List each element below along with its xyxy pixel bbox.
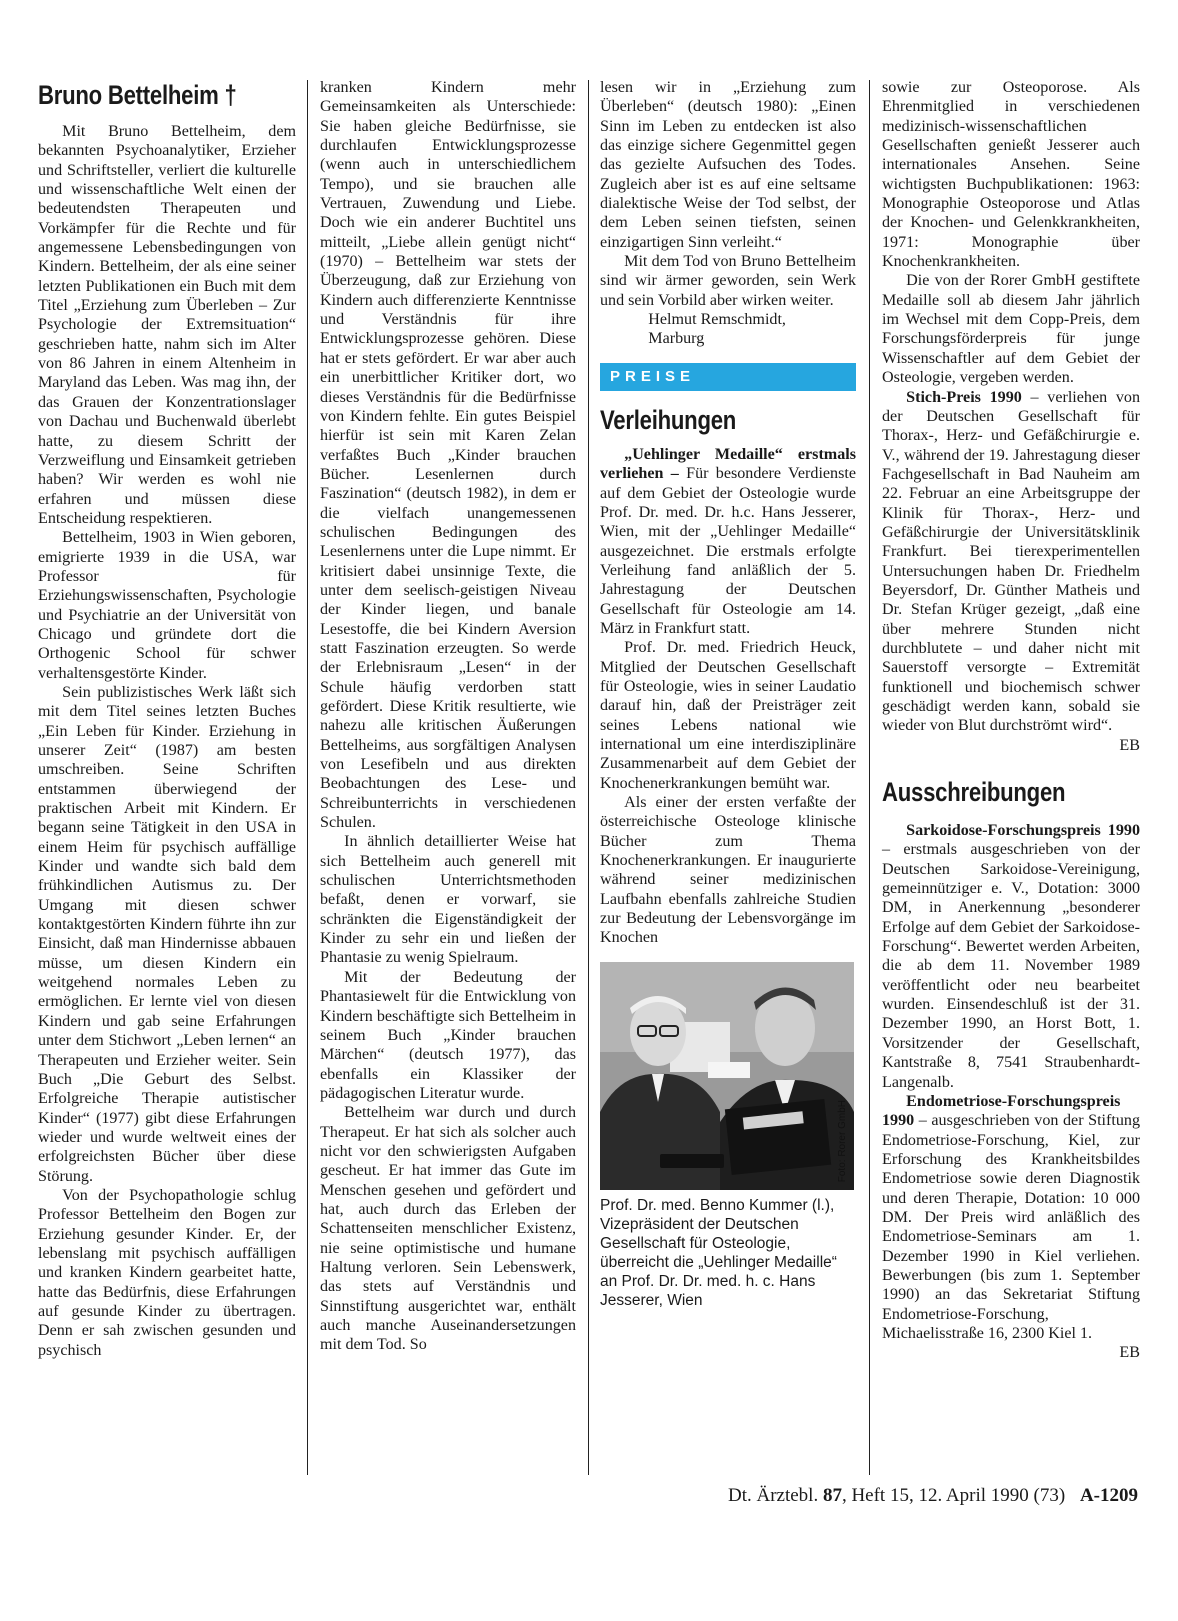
paragraph: Mit dem Tod von Bruno Bettelheim sind wir ärmer geworden, sein Werk und sein Vorbild aber wirken weiter. (600, 253, 856, 309)
paragraph (882, 388, 1140, 736)
section-title: Verleihungen (600, 404, 737, 435)
paragraph: Von der Psychopathologie schlug Professor Bettelheim den Bogen zur Erziehung gesunder Kinder. Er, der lebenslang mit psychisch auffälligen und kranken Kindern gearbeitet hatte, hatte das Bedürfnis, diese Erfahrungen auf gesunde Kinder zu übertragen. Denn er sah zwischen gesunden und psychisch (38, 1186, 296, 1359)
initials-line (882, 1343, 1140, 1362)
paragraph: Mit der Bedeutung der Phantasiewelt für die Entwicklung von Kindern beschäftigte sich Bettelheim in seinem Buch „Kinder brauchen Märchen“ (deutsch 1977), das ebenfalls ein Klassiker der pädagogischen Literatur wurde. (320, 968, 576, 1102)
photo-caption: Prof. Dr. med. Benno Kummer (l.), Vizepräsident der Deutschen Gesellschaft für Osteologie, überreicht die „Uehlinger Medaille“ an Prof. Dr. Dr. med. h. c. Hans Jesserer, Wien (600, 1196, 837, 1309)
paragraph: Bettelheim, 1903 in Wien geboren, emigrierte 1939 in die USA, war Professor für Erziehungswissenschaften, Psychologie und Psychiatrie an der Universität von Chicago und gründete dort die Orthogenic School für schwer verhaltensgestörte Kinder. (38, 529, 296, 682)
paragraph: kranken Kindern mehr Gemeinsamkeiten als Unterschiede: Sie haben gleiche Bedürfnisse, sie durchlaufen Entwicklungsprozesse (wenn auch in unterschiedlichem Tempo), und sie brauchen alle Vertrauen, Zuwendung und Liebe. Doch wie ein anderer Buchtitel uns mitteilt, „Liebe allein genügt nicht“ (1970) – Bettelheim war stets der Überzeugung, daß zur Erziehung von Kindern auch differenzierte Kenntnisse und Verständnis für ihre Entwicklungsprozesse gehören. Diese hat er stets gefördert. Er war aber auch ein unerbittlicher Kritiker dort, wo dieses Verständnis für die Bedürfnisse von Kindern fehlte. Ein gutes Beispiel hierfür ist sein mit Karen Zelan verfaßtes Buch „Kinder brauchen Bücher. Lesenlernen durch Faszination“ (deutsch 1982), in dem er die vielfach unangemessenen schulischen Bedingungen des Lesenlernens unter die Lupe nimmt. Er kritisiert dabei unsinnige Texte, die unter dem seelisch-geistigen Niveau der Kinder liegen, und banale Lesestoffe, die bei Kindern Aversion statt Faszination erzeugten. So werde der Erlebnisraum „Lesen“ in der Schule häufig verdorben statt gefördert. Diese Kritik resultierte, wie nahezu alle kritischen Äußerungen Bettelheims, aus sorgfältigen Analysen von Lesefibeln und aus direkten Beobachtungen des Lese- und Schreibunterrichts in verschiedenen Schulen. (320, 79, 576, 832)
award-photo (600, 962, 854, 1190)
column-2 (320, 78, 576, 1355)
photo-illustration (600, 962, 854, 1190)
page-number: A-1209 (1079, 1485, 1138, 1506)
paragraph: Mit Bruno Bettelheim, dem bekannten Psychoanalytiker, Erzieher und Schriftsteller, verliert die kulturelle und wissenschaftliche Welt einen der bedeutendsten Therapeuten und Vorkämpfer für die Rechte und für angemessene Lebensbedingungen von Kindern. Bettelheim, der als eine seiner letzten Publikationen ein Buch mit dem Titel „Erziehung zum Überleben – Zur Psychologie der Extremsituation“ geschrieben hatte, nahm sich im Alter von 86 Jahren in einem Altenheim in Maryland das Leben. Was mag ihn, der das Grauen der Konzentrationslager von Dachau und Buchenwald überlebt hatte, zu diesem Schritt der Verzweiflung und Einsamkeit getrieben haben? Wir werden es wohl nie erfahren und müssen diese Entscheidung respektieren. (38, 123, 296, 527)
paragraph (600, 445, 856, 638)
volume-number: 87 (822, 1485, 842, 1506)
author-name: Helmut Remschmidt, (648, 311, 786, 329)
paragraph (882, 821, 1140, 1092)
column-rule (869, 80, 870, 1475)
sarkoidose-text: – erstmals ausgeschrieben von der Deutschen Sarkoidose-Vereinigung, gemeinnütziger e. V., Dotation: 3000 DM, in Anerkennung „besonderer Erfolge auf dem Gebiet der Sarkoidose-Forschung“. Bewertet werden Arbeiten, die ab dem 11. November 1989 veröffentlicht oder neu bearbeitet wurden. Einsendeschluß ist der 31. Dezember 1990, an Horst Bott, 1. Vorsitzender der Gesellschaft, Kantstraße 8, 7541 Straubenhardt-Langenalb. (882, 841, 1140, 1091)
paragraph: Prof. Dr. med. Friedrich Heuck, Mitglied der Deutschen Gesellschaft für Osteologie, wies in seiner Laudatio darauf hin, daß der Preisträger zeit seines Lebens national wie international um eine interdisziplinäre Zusammenarbeit auf dem Gebiet der Knochenerkrankungen bemüht war. (600, 639, 856, 792)
award-text: Für besondere Verdienste auf dem Gebiet der Osteologie wurde Prof. Dr. med. Dr. h.c. Hans Jesserer, Wien, mit der „Uehlinger Medaille“ ausgezeichnet. Die erstmals erfolgte Verleihung fand anläßlich der 5. Jahrestagung der Deutschen Gesellschaft für Osteologie am 14. März in Frankfurt statt. (600, 465, 856, 637)
paragraph: sowie zur Osteoporose. Als Ehrenmitglied in verschiedenen medizinisch-wissenschaftlichen Gesellschaften genießt Jesserer auch internationales Ansehen. Seine wichtigsten Buchpublikationen: 1963: Monographie Osteoporose und Atlas der Knochen- und Gelenkkrankheiten, 1971: Monographie über Knochenkrankheiten. (882, 79, 1140, 271)
issue-info: , Heft 15, 12. April 1990 (73) (841, 1485, 1066, 1506)
award-lead: „Uehlinger Medaille“ erstmals verliehen – (600, 445, 856, 483)
stich-text: – verliehen von der Deutschen Gesellschaft für Thorax-, Herz- und Gefäßchirurgie e. V., während der 19. Jahrestagung dieser Fachgesellschaft in Bad Nauheim am 22. Februar an eine Arbeitsgruppe der Klinik für Thorax-, Herz- und Gefäßchirurgie der Universitätsklinik Frankfurt. Bei tierexperimentellen Untersuchungen haben Dr. Friedhelm Beyersdorf, Dr. Günther Matheis und Dr. Stefan Krüger gezeigt, „daß eine über mehrere Stunden nicht durchblutete – und daher nicht mit Sauerstoff versorgte – Extremität funktionell und biochemisch schwer geschädigt werden kann, sobald sie wieder von Blut durchströmt wird“. (882, 388, 1140, 735)
column-4 (882, 78, 1140, 1363)
section-tag: PREISE (600, 363, 856, 391)
paragraph: Als einer der ersten verfaßte der österreichische Osteologe klinische Bücher zum Thema Knochenerkrankungen. Er inaugurierte während seiner medizinischen Laufbahn ebenfalls zahlreiche Studien zur Bedeutung der Lebensvorgänge im Knochen (600, 794, 856, 947)
endometriose-lead: Endometriose-Forschungspreis 1990 (882, 1092, 1121, 1130)
author-city: Marburg (648, 330, 705, 348)
paragraph: lesen wir in „Erziehung zum Überleben“ (deutsch 1980): „Einen Sinn im Leben zu entdecken ist also das einzige sichere Gegenmittel gegen das gezielte Aufsuchen des Todes. Zugleich aber ist es auf eine seltsame dialektische Weise der Tod selbst, der dem Leben seinen tiefsten, seinen einzigartigen Sinn verleiht.“ (600, 79, 856, 251)
sarkoidose-lead: Sarkoidose-Forschungspreis 1990 (906, 822, 1140, 840)
column-rule (307, 80, 308, 1475)
column-1 (38, 78, 296, 1360)
author-initials: EB (1119, 736, 1140, 754)
photo-credit: Foto: Rorer GmbH (836, 1099, 848, 1182)
paragraph: Sein publizistisches Werk läßt sich mit dem Titel seines letzten Buches „Ein Leben für Kinder. Erziehung in unserer Zeit“ (1987) am besten umschreiben. Seine Schriften entstammen überwiegend der praktischen Arbeit mit Kindern. Er begann seine Tätigkeit in den USA in einem Heim für psychisch auffällige Kinder und wandte sich bald dem frühkindlichen Autismus zu. Der Umgang mit diesen schwer kontaktgestörten Kindern führte ihn zur Einsicht, daß man Hindernisse abbauen müsse, um diesen Kindern ein weitgehend normales Leben zu ermöglichen. Er lernte viel von diesen Kindern und gab seine Erfahrungen unter dem Stichwort „Leben lernen“ an Therapeuten und Erzieher weiter. Sein Buch „Die Geburt des Selbst. Erfolgreiche Therapie autistischer Kinder“ (1977) gibt diese Erfahrungen wieder und wurde weltweit eines der erfolgreichsten Bücher über diese Störung. (38, 683, 296, 1185)
obituary-title: Bruno Bettelheim † (38, 80, 237, 110)
paragraph: Die von der Rorer GmbH gestiftete Medaille soll ab diesem Jahr jährlich im Wechsel mit dem Copp-Preis, dem Forschungsförderpreis für junge Wissenschaftler auf dem Gebiet der Osteologie, vergeben werden. (882, 272, 1140, 387)
page-footer (728, 1485, 1138, 1507)
journal-name: Dt. Ärztebl. (727, 1485, 819, 1506)
paragraph: In ähnlich detaillierter Weise hat sich Bettelheim auch generell mit schulischen Unterrichtsmethoden befaßt, denen er vorwarf, sie schränkten die Eigenständigkeit der Kinder zu sehr ein und ließen der Phantasie zu wenig Spielraum. (320, 833, 576, 967)
section-title: Ausschreibungen (882, 777, 1066, 808)
paragraph (882, 1092, 1140, 1343)
column-3 (600, 78, 856, 1310)
paragraph: Bettelheim war durch und durch Therapeut. Er hat sich als solcher auch nicht vor den schwierigsten Aufgaben gescheut. Er hat immer das Gute im Menschen gesehen und gefördert und hat, auch durch das Erleben der Schattenseiten menschlicher Existenz, nie seine optimistische und humane Haltung verloren. Sein Lebenswerk, das stets auf Verständnis und Sinnstiftung ausgerichtet war, enthält auch manche Auseinandersetzungen mit dem Tod. So (320, 1104, 576, 1354)
column-rule (588, 80, 589, 1475)
endometriose-text: – ausgeschrieben von der Stiftung Endometriose-Forschung, Kiel, zur Erforschung des Krankheitsbildes Endometriose sowie deren Diagnostik und deren Therapie, Dotation: 10 000 DM. Der Preis wird anläßlich des Endometriose-Seminars am 1. Dezember 1990 in Kiel verliehen. Bewerbungen (bis zum 1. September 1990) an das Sekretariat Stiftung Endometriose-Forschung, Michaelisstraße 16, 2300 Kiel 1. (882, 1112, 1140, 1342)
initials-line (882, 736, 1140, 755)
stich-lead: Stich-Preis 1990 (906, 388, 1022, 406)
author-initials: EB (1119, 1344, 1140, 1362)
